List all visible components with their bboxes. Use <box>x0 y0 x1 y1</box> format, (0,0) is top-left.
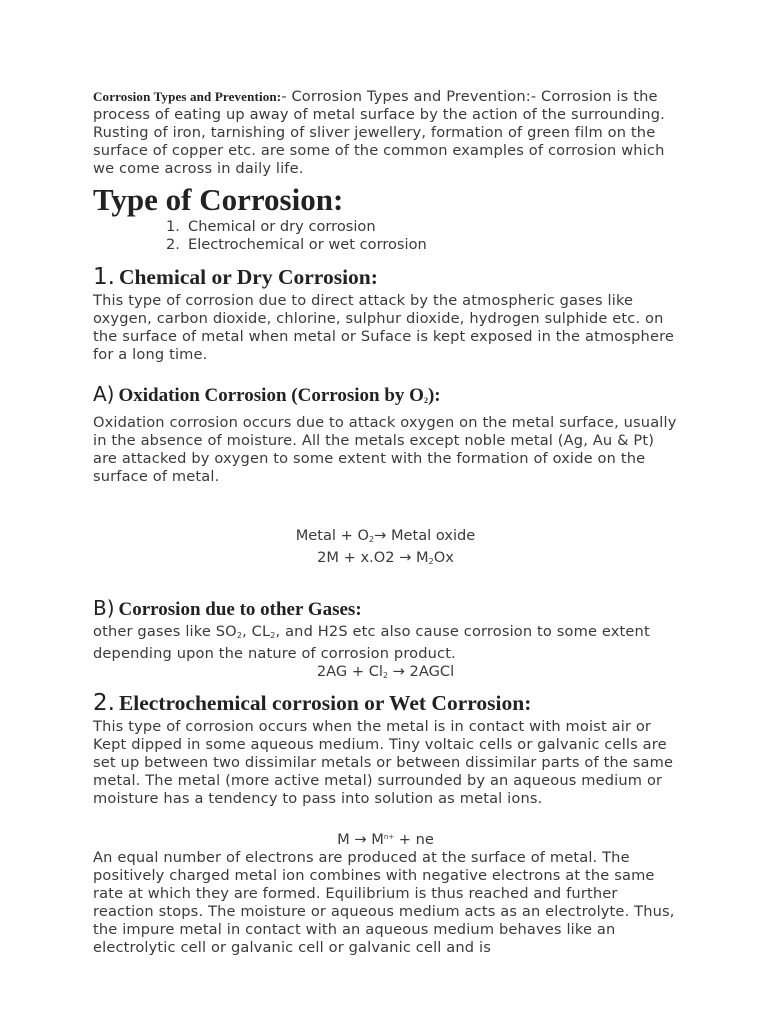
equation-part: → Metal oxide <box>374 527 476 544</box>
heading-text <box>118 385 440 406</box>
other-gases-heading <box>93 595 678 623</box>
chemical-corrosion-paragraph: This type of corrosion due to direct attack by the atmospheric gases like oxygen, carbon dioxide, chlorine, sulphur dioxide, hydrogen sulphide etc. on the surface of metal when metal or Suface is kept exposed in the atmosphere for a long time. <box>93 292 675 363</box>
chemical-corrosion-heading <box>93 261 678 292</box>
equation-part: 2AG + Cl <box>316 663 383 680</box>
list-item <box>166 236 678 254</box>
equation-subscript: 2 <box>368 535 375 544</box>
electrochemical-corrosion-heading <box>93 687 678 718</box>
equation-metal-oxygen <box>93 549 678 571</box>
text-part: , CL <box>242 623 271 640</box>
text-part: other gases like SO <box>93 623 237 640</box>
electrochemical-paragraph-2: An equal number of electrons are produced at the surface of metal. The positively charged metal ion combines with negative electrons at the same rate at which they are formed. Equilibrium is thus reached and further reaction stops. The moisture or aqueous medium acts as an electrolyte. Thus, the impure metal in contact with an aqueous medium behaves like an electrolytic cell or galvanic cell or galvanic cell and is <box>93 849 675 956</box>
heading-text: Chemical or Dry Corrosion: <box>118 265 378 289</box>
heading-text: Electrochemical corrosion or Wet Corrosion: <box>118 691 532 715</box>
subscript: 2 <box>236 631 243 640</box>
equation-part: → 2AGCl <box>388 663 455 680</box>
other-gases-paragraph <box>93 623 678 663</box>
heading-subscript: 2 <box>423 396 428 405</box>
equation-silver-chloride <box>93 663 678 685</box>
intro-paragraph <box>93 88 678 178</box>
heading-text-post: ): <box>427 385 441 406</box>
equation-part: Ox <box>433 549 454 566</box>
electrochemical-paragraph-1: This type of corrosion occurs when the metal is in contact with moist air or Kept dipped in some aqueous medium. Tiny voltaic cells or galvanic cells are set up between two dissimilar metals or between dissimilar parts of the same metal. The metal (more active metal) surrounded by an aqueous medium or moisture has a tendency to pass into solution as metal ions. <box>93 718 674 807</box>
equation-part: M → M <box>337 831 384 848</box>
equation-metal-ion <box>93 828 678 849</box>
equation-part: Metal + O <box>295 527 369 544</box>
corrosion-type-list <box>93 218 678 253</box>
heading-letter: A) <box>93 382 115 406</box>
list-item-label: Electrochemical or wet corrosion <box>188 235 427 253</box>
heading-text-pre: Oxidation Corrosion (Corrosion by O <box>118 385 424 406</box>
heading-number: 1. <box>93 264 115 290</box>
heading-number: 2. <box>93 690 115 716</box>
equation-subscript: 2 <box>382 671 389 680</box>
list-item <box>166 218 678 236</box>
list-item-number: 2. <box>166 235 180 253</box>
text-part: , and H2S etc also cause corrosion to some extent depending upon the nature of corrosion product. <box>93 623 650 662</box>
equation-subscript: 2 <box>428 557 434 566</box>
oxidation-corrosion-paragraph: Oxidation corrosion occurs due to attack oxygen on the metal surface, usually in the absence of moisture. All the metals except noble metal (Ag, Au & Pt) are attacked by oxygen to some extent with the formation of oxide on the surface of metal. <box>93 414 677 485</box>
equation-part: 2M + x.O2 → M <box>317 549 429 566</box>
intro-text: - Corrosion Types and Prevention:- Corrosion is the process of eating up away of metal surface by the action of the surrounding. Rusting of iron, tarnishing of sliver jewellery, formation of green film on the surface of copper etc. are some of the common examples of corrosion which we come across in daily life. <box>93 88 665 177</box>
equation-metal-oxide <box>93 527 678 549</box>
list-item-label: Chemical or dry corrosion <box>188 218 376 235</box>
oxidation-corrosion-heading <box>93 381 678 414</box>
heading-text: Corrosion due to other Gases: <box>118 599 362 620</box>
type-of-corrosion-title: Type of Corrosion: <box>93 182 344 217</box>
equation-superscript: n+ <box>383 833 395 841</box>
subscript: 2 <box>270 631 276 640</box>
heading-letter: B) <box>93 596 115 620</box>
equation-part: + ne <box>394 831 434 848</box>
list-item-number: 1. <box>166 218 180 235</box>
intro-bold-lead: Corrosion Types and Prevention: <box>93 89 282 104</box>
